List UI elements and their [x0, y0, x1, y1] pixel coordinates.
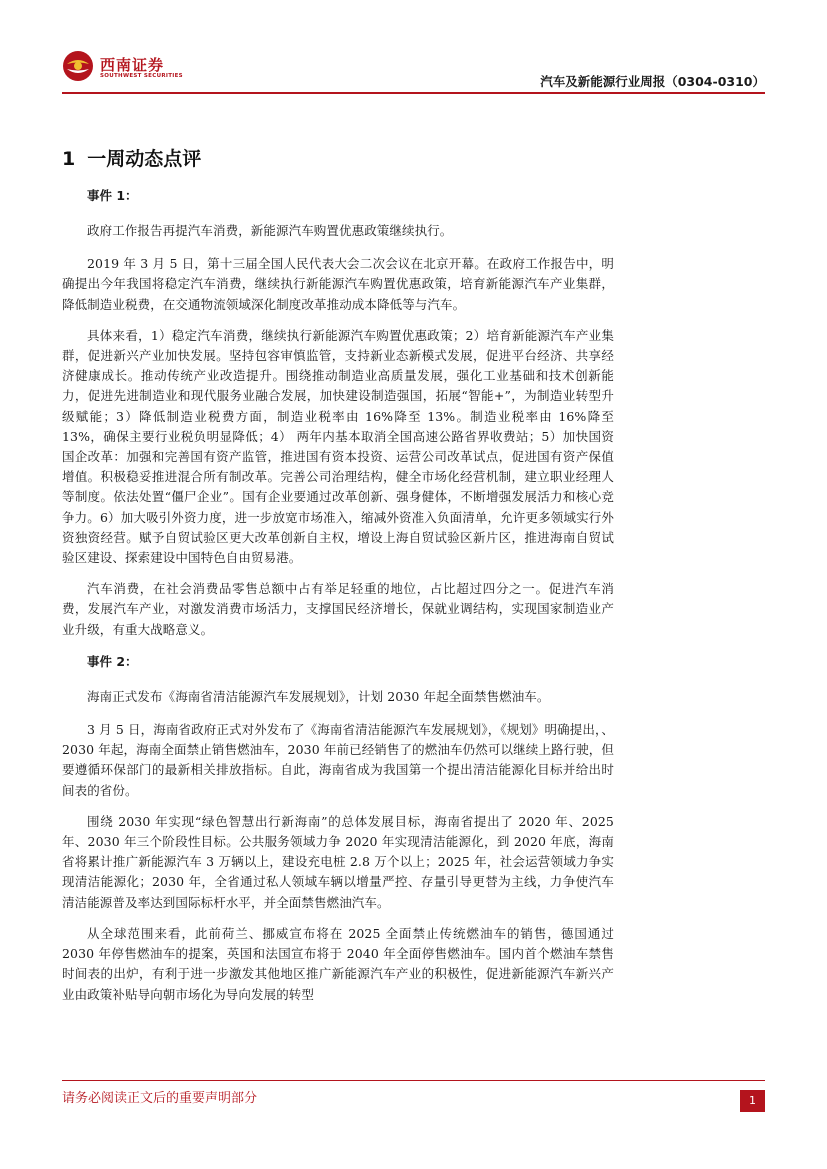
main-content — [62, 145, 614, 1016]
company-logo — [62, 48, 182, 88]
footer-divider — [62, 1080, 765, 1081]
logo-chinese-name: 西南证券 — [100, 56, 165, 74]
event-1-lead: 政府工作报告再提汽车消费，新能源汽车购置优惠政策继续执行。 — [87, 223, 453, 238]
header-divider — [62, 92, 765, 94]
company-logo-icon — [62, 50, 94, 82]
logo-english-name: SOUTHWEST SECURITIES — [100, 73, 183, 79]
page-number: 1 — [740, 1090, 765, 1112]
event-2-paragraph: 从全球范围来看，此前荷兰、挪威宣布将在 2025 全面禁止传统燃油车的销售，德国通过 2030 年停售燃油车的提案，英国和法国宣布将于 2040 年全面停售燃油车。国内首个燃油车禁售时间表的出炉，有利于进一步激发其他地区推广新能源汽车产业的积极性，促进新能源汽车新兴产业由政策补贴导向朝市场化为导向发展的转型 — [62, 925, 614, 1002]
event-2-paragraph: 3 月 5 日，海南省政府正式对外发布了《海南省清洁能源汽车发展规划》，《规划》明确提出，、2030 年起，海南全面禁止销售燃油车，2030 年前已经销售了的燃油车仍然可以继续上路行驶，但要遵循环保部门的最新相关排放指标。自此，海南省成为我国第一个提出清洁能源化目标并给出时间表的省份。 — [62, 722, 614, 798]
report-title: 汽车及新能源行业周报（0304-0310） — [540, 74, 765, 89]
event-2-paragraph: 围绕 2030 年实现“绿色智慧出行新海南”的总体发展目标，海南省提出了 2020 年、2025 年、2030 年三个阶段性目标。公共服务领域力争 2020 年实现清洁能源化，到 2020 年底，海南省将累计推广新能源汽车 3 万辆以上，建设充电桩 2.8 万个以上；2025 年，社会运营领域力争实现清洁能源化；2030 年，全省通过私人领域车辆以增量严控、存量引导更替为主线，力争使汽车清洁能源普及率达到国际标杆水平，并全面禁售燃油汽车。 — [62, 813, 614, 910]
section-title: 一周动态点评 — [87, 148, 202, 170]
section-heading — [62, 145, 614, 173]
event-2-label: 事件 2： — [87, 653, 138, 669]
event-1-paragraph: 2019 年 3 月 5 日，第十三届全国人民代表大会二次会议在北京开幕。在政府工作报告中，明确提出今年我国将稳定汽车消费，继续执行新能源汽车购置优惠政策，培育新能源汽车产业集群，降低制造业税费，在交通物流领域深化制度改革推动成本降低等与汽车。 — [62, 256, 614, 312]
page-header — [0, 0, 827, 100]
section-number: 1 — [62, 148, 76, 170]
event-1-paragraph: 汽车消费，在社会消费品零售总额中占有举足轻重的地位，占比超过四分之一。促进汽车消费，发展汽车产业，对激发消费市场活力，支撑国民经济增长，保就业调结构，实现国家制造业产业升级，有重大战略意义。 — [62, 581, 614, 637]
event-1-paragraph: 具体来看，1）稳定汽车消费，继续执行新能源汽车购置优惠政策；2）培育新能源汽车产业集群，促进新兴产业加快发展。坚持包容审慎监管，支持新业态新模式发展，促进平台经济、共享经济健康成长。推动传统产业改造提升。围绕推动制造业高质量发展，强化工业基础和技术创新能力，促进先进制造业和现代服务业融合发展，加快建设制造强国，拓展“智能+”，为制造业转型升级赋能；3）降低制造业税费方面，制造业税率由 16%降至 13%。制造业税率由 16%降至 13%，确保主要行业税负明显降低；4） 两年内基本取消全国高速公路省界收费站；5）加快国资国企改革：加强和完善国有资产监管，推进国有资本投资、运营公司改革试点，促进国有资产保值增值。积极稳妥推进混合所有制改革。完善公司治理结构，健全市场化经营机制，建立职业经理人等制度。依法处置“僵尸企业”。国有企业要通过改革创新、强身健体，不断增强发展活力和核心竞争力。6）加大吸引外资力度，进一步放宽市场准入，缩减外资准入负面清单，允许更多领域实行外资独资经营。赋予自贸试验区更大改革创新自主权，增设上海自贸试验区新片区，推进海南自贸试验区建设、探索建设中国特色自由贸易港。 — [62, 327, 614, 566]
event-1-label: 事件 1： — [87, 188, 138, 203]
event-2-lead: 海南正式发布《海南省清洁能源汽车发展规划》，计划 2030 年起全面禁售燃油车。 — [87, 688, 550, 704]
disclaimer-note: 请务必阅读正文后的重要声明部分 — [62, 1091, 258, 1106]
